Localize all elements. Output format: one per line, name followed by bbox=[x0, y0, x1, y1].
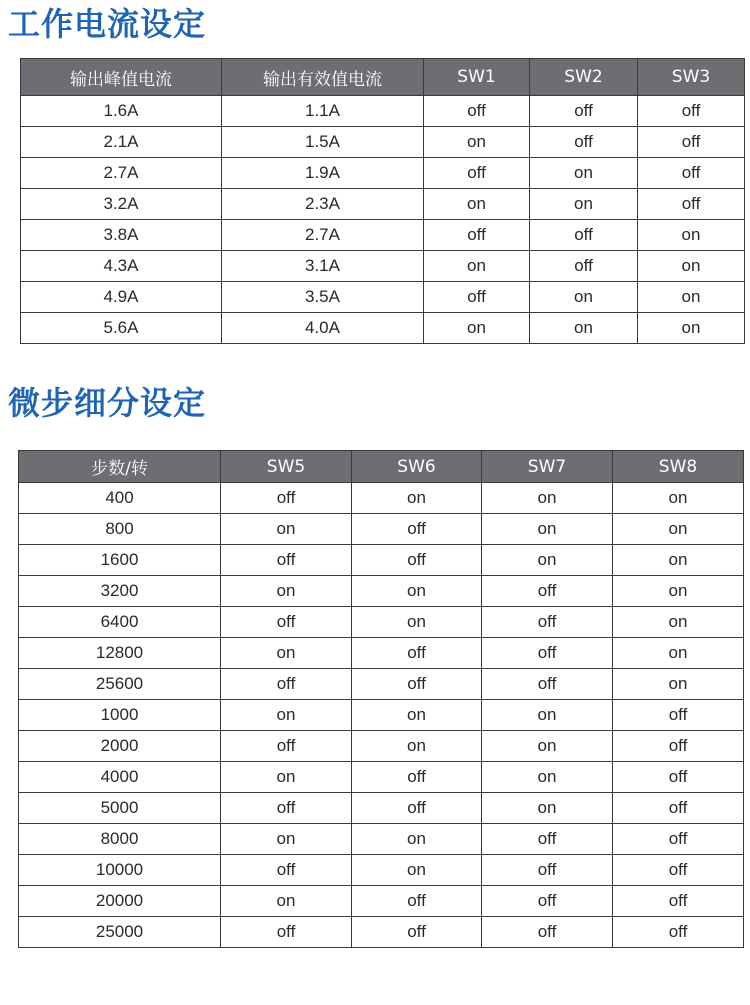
table-row bbox=[19, 483, 744, 514]
header-sw1: SW1 bbox=[424, 59, 530, 96]
table-row bbox=[21, 220, 745, 251]
cell-sw5: off bbox=[221, 669, 352, 700]
cell-sw7: on bbox=[482, 762, 613, 793]
cell-rms: 2.3A bbox=[222, 189, 424, 220]
cell-sw6: off bbox=[352, 793, 482, 824]
table-row bbox=[19, 545, 744, 576]
cell-peak: 2.7A bbox=[21, 158, 222, 189]
cell-sw5: on bbox=[221, 576, 352, 607]
header-steps-per-rev: 步数/转 bbox=[19, 451, 221, 483]
cell-sw5: on bbox=[221, 762, 352, 793]
microstep-setting-table bbox=[18, 450, 744, 948]
cell-sw8: on bbox=[613, 576, 744, 607]
cell-sw7: on bbox=[482, 545, 613, 576]
cell-steps: 4000 bbox=[19, 762, 221, 793]
cell-steps: 20000 bbox=[19, 886, 221, 917]
cell-sw7: on bbox=[482, 483, 613, 514]
microstep-table-header-row bbox=[19, 451, 744, 483]
cell-sw2: off bbox=[530, 127, 638, 158]
cell-rms: 2.7A bbox=[222, 220, 424, 251]
cell-sw6: off bbox=[352, 545, 482, 576]
table-row bbox=[19, 762, 744, 793]
table-row bbox=[19, 855, 744, 886]
cell-rms: 4.0A bbox=[222, 313, 424, 344]
cell-rms: 3.5A bbox=[222, 282, 424, 313]
cell-peak: 3.8A bbox=[21, 220, 222, 251]
cell-steps: 25000 bbox=[19, 917, 221, 948]
cell-sw8: on bbox=[613, 483, 744, 514]
cell-peak: 1.6A bbox=[21, 96, 222, 127]
cell-sw1: off bbox=[424, 158, 530, 189]
cell-sw1: off bbox=[424, 282, 530, 313]
cell-steps: 5000 bbox=[19, 793, 221, 824]
cell-sw7: off bbox=[482, 855, 613, 886]
current-setting-title: 工作电流设定 bbox=[8, 5, 207, 43]
table-row bbox=[19, 669, 744, 700]
cell-sw7: off bbox=[482, 824, 613, 855]
cell-sw3: off bbox=[638, 127, 745, 158]
cell-steps: 12800 bbox=[19, 638, 221, 669]
cell-sw6: off bbox=[352, 638, 482, 669]
cell-sw5: off bbox=[221, 793, 352, 824]
header-sw7: SW7 bbox=[482, 451, 613, 483]
cell-sw6: on bbox=[352, 576, 482, 607]
cell-sw5: off bbox=[221, 917, 352, 948]
cell-sw8: off bbox=[613, 855, 744, 886]
header-sw6: SW6 bbox=[352, 451, 482, 483]
cell-sw6: on bbox=[352, 855, 482, 886]
cell-steps: 3200 bbox=[19, 576, 221, 607]
cell-sw5: off bbox=[221, 731, 352, 762]
cell-sw8: off bbox=[613, 793, 744, 824]
cell-sw2: off bbox=[530, 220, 638, 251]
cell-rms: 1.5A bbox=[222, 127, 424, 158]
cell-sw2: off bbox=[530, 96, 638, 127]
cell-sw5: on bbox=[221, 700, 352, 731]
header-sw5: SW5 bbox=[221, 451, 352, 483]
header-rms-current: 输出有效值电流 bbox=[222, 59, 424, 96]
cell-sw2: on bbox=[530, 282, 638, 313]
cell-sw3: off bbox=[638, 189, 745, 220]
cell-sw5: off bbox=[221, 607, 352, 638]
cell-peak: 4.9A bbox=[21, 282, 222, 313]
cell-steps: 1600 bbox=[19, 545, 221, 576]
cell-sw3: off bbox=[638, 158, 745, 189]
cell-sw7: off bbox=[482, 669, 613, 700]
cell-rms: 1.1A bbox=[222, 96, 424, 127]
header-sw2: SW2 bbox=[530, 59, 638, 96]
cell-sw7: on bbox=[482, 700, 613, 731]
cell-sw1: on bbox=[424, 127, 530, 158]
current-setting-table bbox=[20, 58, 745, 344]
cell-sw8: on bbox=[613, 607, 744, 638]
cell-steps: 800 bbox=[19, 514, 221, 545]
cell-steps: 400 bbox=[19, 483, 221, 514]
cell-sw7: off bbox=[482, 638, 613, 669]
cell-rms: 1.9A bbox=[222, 158, 424, 189]
table-row bbox=[19, 793, 744, 824]
cell-sw7: off bbox=[482, 917, 613, 948]
cell-sw6: on bbox=[352, 483, 482, 514]
cell-sw3: off bbox=[638, 96, 745, 127]
cell-sw8: on bbox=[613, 545, 744, 576]
table-row bbox=[19, 607, 744, 638]
table-row bbox=[19, 638, 744, 669]
cell-sw8: off bbox=[613, 886, 744, 917]
table-row bbox=[21, 282, 745, 313]
table-row bbox=[19, 917, 744, 948]
table-row bbox=[19, 731, 744, 762]
cell-sw8: off bbox=[613, 731, 744, 762]
cell-sw6: on bbox=[352, 700, 482, 731]
cell-sw5: off bbox=[221, 545, 352, 576]
cell-sw2: off bbox=[530, 251, 638, 282]
cell-sw7: on bbox=[482, 731, 613, 762]
cell-steps: 25600 bbox=[19, 669, 221, 700]
cell-sw3: on bbox=[638, 220, 745, 251]
table-row bbox=[19, 700, 744, 731]
cell-sw7: off bbox=[482, 576, 613, 607]
cell-peak: 2.1A bbox=[21, 127, 222, 158]
table-row bbox=[21, 251, 745, 282]
table-row bbox=[19, 824, 744, 855]
cell-sw2: on bbox=[530, 158, 638, 189]
cell-sw8: on bbox=[613, 514, 744, 545]
cell-sw6: on bbox=[352, 607, 482, 638]
cell-peak: 5.6A bbox=[21, 313, 222, 344]
cell-steps: 6400 bbox=[19, 607, 221, 638]
cell-sw6: off bbox=[352, 762, 482, 793]
cell-steps: 1000 bbox=[19, 700, 221, 731]
cell-sw5: on bbox=[221, 824, 352, 855]
header-sw8: SW8 bbox=[613, 451, 744, 483]
cell-peak: 4.3A bbox=[21, 251, 222, 282]
cell-steps: 2000 bbox=[19, 731, 221, 762]
cell-sw8: off bbox=[613, 762, 744, 793]
cell-sw1: on bbox=[424, 189, 530, 220]
cell-sw2: on bbox=[530, 313, 638, 344]
cell-sw7: off bbox=[482, 607, 613, 638]
cell-sw6: off bbox=[352, 917, 482, 948]
cell-sw3: on bbox=[638, 313, 745, 344]
cell-sw6: on bbox=[352, 731, 482, 762]
cell-sw6: off bbox=[352, 886, 482, 917]
cell-sw8: off bbox=[613, 824, 744, 855]
cell-sw7: on bbox=[482, 793, 613, 824]
cell-sw7: on bbox=[482, 514, 613, 545]
cell-sw1: on bbox=[424, 313, 530, 344]
table-row bbox=[21, 96, 745, 127]
table-row bbox=[21, 127, 745, 158]
cell-steps: 8000 bbox=[19, 824, 221, 855]
cell-sw5: on bbox=[221, 886, 352, 917]
cell-sw6: on bbox=[352, 824, 482, 855]
header-peak-current: 输出峰值电流 bbox=[21, 59, 222, 96]
table-row bbox=[19, 514, 744, 545]
cell-sw1: on bbox=[424, 251, 530, 282]
table-row bbox=[19, 576, 744, 607]
microstep-setting-title: 微步细分设定 bbox=[8, 384, 207, 422]
cell-sw8: on bbox=[613, 669, 744, 700]
cell-sw8: off bbox=[613, 700, 744, 731]
cell-peak: 3.2A bbox=[21, 189, 222, 220]
table-row bbox=[19, 886, 744, 917]
cell-sw8: off bbox=[613, 917, 744, 948]
table-row bbox=[21, 189, 745, 220]
cell-sw1: off bbox=[424, 96, 530, 127]
table-row bbox=[21, 158, 745, 189]
cell-sw6: off bbox=[352, 514, 482, 545]
cell-sw5: on bbox=[221, 514, 352, 545]
table-row bbox=[21, 313, 745, 344]
cell-sw5: on bbox=[221, 638, 352, 669]
current-table-header-row bbox=[21, 59, 745, 96]
cell-sw6: off bbox=[352, 669, 482, 700]
cell-rms: 3.1A bbox=[222, 251, 424, 282]
cell-steps: 10000 bbox=[19, 855, 221, 886]
cell-sw5: off bbox=[221, 855, 352, 886]
cell-sw8: on bbox=[613, 638, 744, 669]
cell-sw2: on bbox=[530, 189, 638, 220]
cell-sw7: off bbox=[482, 886, 613, 917]
header-sw3: SW3 bbox=[638, 59, 745, 96]
cell-sw3: on bbox=[638, 282, 745, 313]
cell-sw1: off bbox=[424, 220, 530, 251]
cell-sw3: on bbox=[638, 251, 745, 282]
cell-sw5: off bbox=[221, 483, 352, 514]
